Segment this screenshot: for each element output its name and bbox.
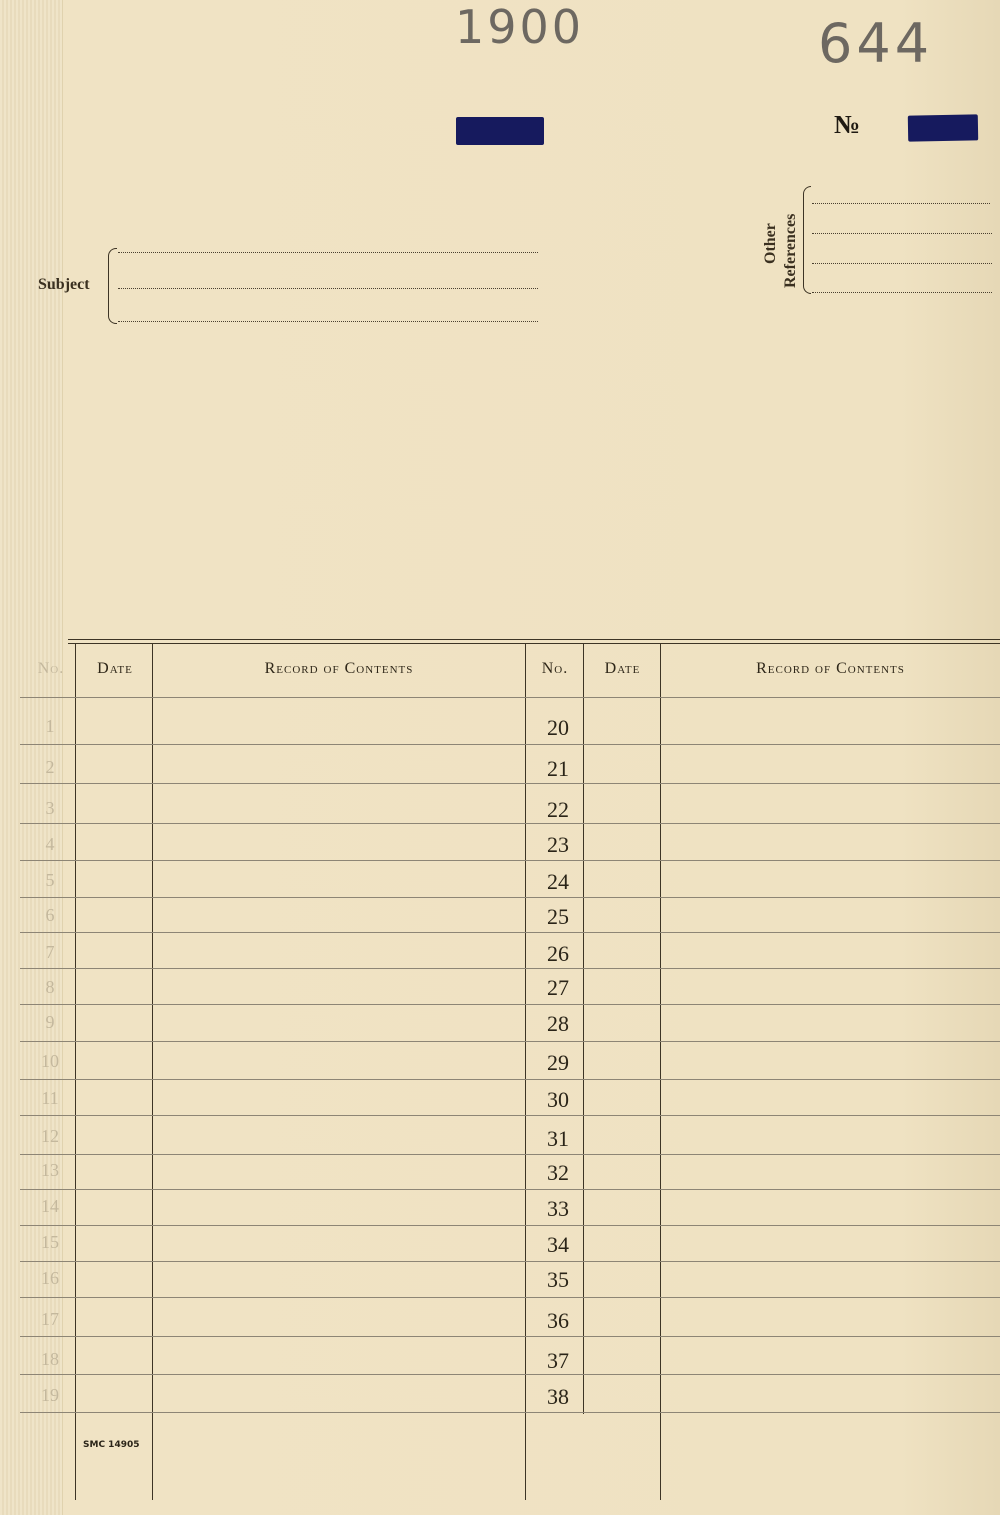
- right-row-number: 29: [547, 1050, 569, 1075]
- header-left-record: Record of Contents: [264, 660, 414, 677]
- other-references-line-2[interactable]: [812, 233, 992, 234]
- right-row-number: 37: [547, 1348, 569, 1373]
- header-right-date: Date: [604, 660, 641, 677]
- right-row-number: 24: [547, 869, 569, 894]
- left-row-number: 15: [41, 1232, 59, 1252]
- row-rule: [20, 1154, 1000, 1155]
- left-row-number: 12: [41, 1126, 59, 1146]
- left-row-number: 13: [41, 1160, 59, 1180]
- number-label: №: [834, 110, 861, 139]
- other-references-line-3[interactable]: [812, 263, 992, 264]
- row-rule: [20, 1225, 1000, 1226]
- col-rule-left-record: [525, 644, 526, 1500]
- subject-brace: [108, 248, 117, 324]
- left-row-number: 5: [45, 870, 55, 890]
- left-row-number: 6: [45, 905, 55, 925]
- right-row-number: 28: [547, 1011, 569, 1036]
- right-row-number: 25: [547, 904, 569, 929]
- right-row-number: 34: [547, 1232, 569, 1257]
- right-row-number: 20: [547, 715, 569, 740]
- col-rule-left-date: [152, 644, 153, 1500]
- row-rule: [20, 783, 1000, 784]
- other-references-line-4[interactable]: [812, 292, 992, 293]
- subject-label: Subject: [38, 276, 90, 293]
- row-rule: [20, 1115, 1000, 1116]
- right-row-number: 31: [547, 1126, 569, 1151]
- right-row-number: 36: [547, 1308, 569, 1333]
- right-row-number: 32: [547, 1160, 569, 1185]
- left-row-number: 16: [41, 1268, 59, 1288]
- row-rule: [20, 1412, 1000, 1413]
- other-references-label: [752, 186, 802, 290]
- row-rule: [20, 968, 1000, 969]
- left-row-number: 1: [45, 716, 55, 736]
- other-references-word-2: References: [782, 213, 799, 288]
- right-row-number: 26: [547, 941, 569, 966]
- left-row-number: 14: [41, 1196, 59, 1216]
- table-top-rule-2: [68, 643, 1000, 644]
- left-row-number: 2: [45, 757, 55, 777]
- redaction-block-left: [456, 117, 544, 145]
- left-row-number: 10: [41, 1051, 59, 1071]
- left-row-number: 17: [41, 1309, 59, 1329]
- right-row-number: 21: [547, 756, 569, 781]
- subject-line-2[interactable]: [118, 288, 538, 289]
- row-rule: [20, 1079, 1000, 1080]
- row-rule: [20, 1004, 1000, 1005]
- right-row-number: 35: [547, 1267, 569, 1292]
- left-row-number: 8: [45, 977, 55, 997]
- col-rule-right-date: [660, 644, 661, 1500]
- left-row-number: 19: [41, 1385, 59, 1405]
- row-rule: [20, 1261, 1000, 1262]
- col-rule-left-no: [75, 644, 76, 1500]
- other-references-line-1[interactable]: [812, 203, 990, 204]
- header-left-date: Date: [97, 660, 133, 677]
- row-rule: [20, 1189, 1000, 1190]
- file-number-stamp: 644: [818, 12, 934, 75]
- other-references-brace: [803, 186, 811, 294]
- table-top-rule: [68, 639, 1000, 640]
- row-rule: [20, 744, 1000, 745]
- right-row-number: 27: [547, 975, 569, 1000]
- header-right-record: Record of Contents: [756, 660, 905, 677]
- left-row-number: 18: [41, 1349, 59, 1369]
- left-row-number: 7: [45, 942, 55, 962]
- subject-line-3[interactable]: [118, 321, 538, 322]
- row-rule: [20, 860, 1000, 861]
- row-rule: [20, 1336, 1000, 1337]
- other-references-word-1: Other: [762, 223, 779, 264]
- left-row-number: 11: [41, 1088, 59, 1108]
- row-rule: [20, 1374, 1000, 1375]
- right-row-number: 33: [547, 1196, 569, 1221]
- right-row-number: 38: [547, 1384, 569, 1409]
- form-code: SMC 14905: [83, 1440, 140, 1450]
- row-rule: [20, 697, 1000, 698]
- header-right-no: No.: [541, 660, 569, 677]
- left-row-number: 9: [45, 1012, 55, 1032]
- left-row-number: 3: [45, 798, 55, 818]
- row-rule: [20, 1297, 1000, 1298]
- header-left-no: No.: [37, 660, 65, 677]
- row-rule: [20, 932, 1000, 933]
- row-rule: [20, 897, 1000, 898]
- year-stamp: 1900: [455, 0, 585, 54]
- redaction-block-right: [908, 114, 978, 141]
- right-row-number: 30: [547, 1087, 569, 1112]
- right-row-number: 23: [547, 832, 569, 857]
- left-row-number: 4: [45, 834, 55, 854]
- subject-line-1[interactable]: [118, 252, 538, 253]
- row-rule: [20, 823, 1000, 824]
- row-rule: [20, 1041, 1000, 1042]
- right-row-number: 22: [547, 797, 569, 822]
